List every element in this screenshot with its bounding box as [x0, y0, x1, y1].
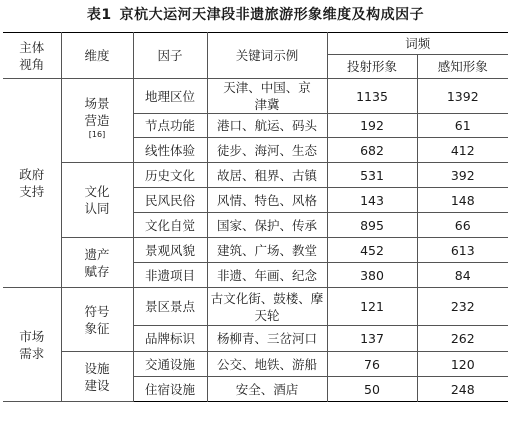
projected-cell: 50 [327, 377, 417, 402]
perceived-cell: 392 [417, 163, 508, 188]
header-row-top [3, 33, 508, 55]
table-row [3, 238, 508, 263]
table-row [3, 288, 508, 326]
table-row [3, 352, 508, 377]
dimension-culture [61, 163, 133, 238]
factor-cell: 非遗项目 [133, 263, 207, 288]
perceived-cell: 84 [417, 263, 508, 288]
factor-cell: 节点功能 [133, 114, 207, 138]
header-perceived: 感知形象 [417, 55, 508, 79]
header-projected: 投射形象 [327, 55, 417, 79]
projected-cell: 380 [327, 263, 417, 288]
perceived-cell: 120 [417, 352, 508, 377]
factor-cell: 线性体验 [133, 138, 207, 163]
perceived-cell: 1392 [417, 79, 508, 114]
subject-government-text: 政府支持 [19, 167, 45, 199]
table-row [3, 163, 508, 188]
perceived-cell: 61 [417, 114, 508, 138]
projected-cell: 143 [327, 188, 417, 213]
keywords-cell: 徒步、海河、生态 [207, 138, 327, 163]
dimension-culture-text: 文化认同 [84, 184, 110, 216]
projected-cell: 192 [327, 114, 417, 138]
header-keywords: 关键词示例 [207, 33, 327, 79]
dimension-scene-ref: [16] [88, 129, 106, 139]
perceived-cell: 262 [417, 326, 508, 352]
keywords-cell: 天津、中国、京津冀 [207, 79, 327, 114]
projected-cell: 531 [327, 163, 417, 188]
table-title: 京杭大运河天津段非遗旅游形象维度及构成因子 [119, 7, 425, 23]
projected-cell: 121 [327, 288, 417, 326]
keywords-cell: 杨柳青、三岔河口 [207, 326, 327, 352]
keywords-cell: 风情、特色、风格 [207, 188, 327, 213]
keywords-cell: 古文化街、鼓楼、摩天轮 [207, 288, 327, 326]
perceived-cell: 412 [417, 138, 508, 163]
keywords-cell: 港口、航运、码头 [207, 114, 327, 138]
projected-cell: 76 [327, 352, 417, 377]
keywords-cell: 故居、租界、古镇 [207, 163, 327, 188]
header-frequency: 词频 [327, 33, 508, 55]
dimension-heritage-text: 遗产赋存 [84, 246, 110, 279]
perceived-cell: 66 [417, 213, 508, 238]
data-table [3, 32, 508, 402]
dimension-symbol-text: 符号象征 [84, 303, 110, 336]
header-dimension: 维度 [61, 33, 133, 79]
projected-cell: 137 [327, 326, 417, 352]
factor-cell: 地理区位 [133, 79, 207, 114]
dimension-scene [61, 79, 133, 163]
factor-cell: 民风民俗 [133, 188, 207, 213]
perceived-cell: 232 [417, 288, 508, 326]
projected-cell: 1135 [327, 79, 417, 114]
perceived-cell: 148 [417, 188, 508, 213]
projected-cell: 682 [327, 138, 417, 163]
dimension-scene-text: 场景营造 [84, 96, 110, 128]
projected-cell: 452 [327, 238, 417, 263]
factor-cell: 交通设施 [133, 352, 207, 377]
factor-cell: 景观风貌 [133, 238, 207, 263]
table-row [3, 79, 508, 114]
keywords-cell: 安全、酒店 [207, 377, 327, 402]
perceived-cell: 248 [417, 377, 508, 402]
keywords-cell: 非遗、年画、纪念 [207, 263, 327, 288]
dimension-facility [61, 352, 133, 402]
perceived-cell: 613 [417, 238, 508, 263]
dimension-facility-text: 设施建设 [84, 360, 110, 393]
header-factor: 因子 [133, 33, 207, 79]
factor-cell: 住宿设施 [133, 377, 207, 402]
header-subject [3, 33, 61, 79]
keywords-cell: 建筑、广场、教堂 [207, 238, 327, 263]
header-subject-text: 主体视角 [19, 39, 45, 72]
factor-cell: 文化自觉 [133, 213, 207, 238]
dimension-symbol [61, 288, 133, 352]
subject-market [3, 288, 61, 402]
factor-cell: 历史文化 [133, 163, 207, 188]
keywords-cell: 国家、保护、传承 [207, 213, 327, 238]
table-caption [0, 4, 511, 24]
factor-cell: 品牌标识 [133, 326, 207, 352]
table-number: 表1 [86, 7, 112, 23]
subject-market-text: 市场需求 [19, 328, 45, 361]
subject-government [3, 79, 61, 288]
keywords-cell: 公交、地铁、游船 [207, 352, 327, 377]
projected-cell: 895 [327, 213, 417, 238]
dimension-heritage [61, 238, 133, 288]
factor-cell: 景区景点 [133, 288, 207, 326]
